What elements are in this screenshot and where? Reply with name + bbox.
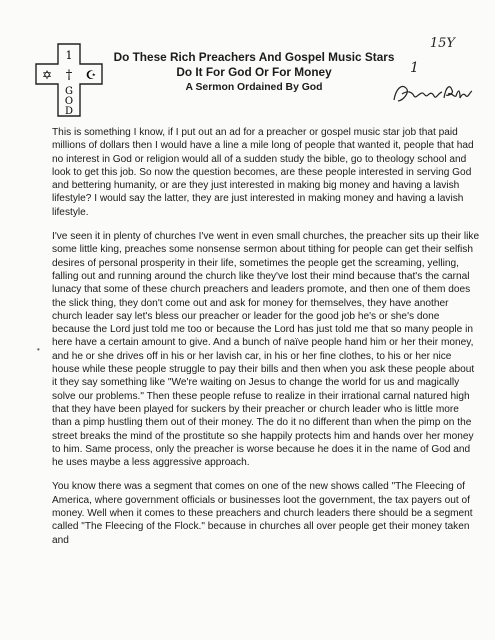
handwritten-page-number-top: 15Y bbox=[429, 36, 455, 51]
document-subtitle: A Sermon Ordained By God bbox=[185, 82, 323, 93]
handwritten-signature bbox=[392, 80, 474, 106]
document-body bbox=[52, 126, 480, 558]
document-header bbox=[104, 50, 404, 95]
logo-letter-left: ✡ bbox=[41, 68, 53, 82]
paragraph-3: You know there was a segment that comes on one of the new shows called "The Fleecing of America, where government officials or businesses loot the government, the tax payers out of money. Well when it comes to these preachers and church leaders there should be a segment called "The Fleecing of the Flock." because in churches all over people get their money taken and bbox=[52, 481, 473, 546]
logo-letter-g: G bbox=[65, 86, 73, 97]
logo-cross-icon bbox=[34, 42, 104, 118]
paragraph-1: This is something I know, if I put out an ad for a preacher or gospel music star job that paid millions of dollars then I would have a line a mile long of people that wanted it, people that had no interest in God or religion would all of a sudden study the bible, go to theology school and look to get this job. So now the question becomes, are these people interested in serving God and bettering humanity, or are they just interested in making big money and having a lavish lifestyle? I would say the latter, they are just interested in making money and having a lavish lifestyle. bbox=[52, 127, 474, 218]
logo-letter-top: 1 bbox=[65, 49, 73, 62]
margin-mark: • bbox=[37, 345, 40, 354]
logo-letter-o: O bbox=[64, 96, 74, 107]
document-title: Do These Rich Preachers And Gospel Music Stars bbox=[113, 50, 395, 64]
logo-letter-d: D bbox=[64, 106, 74, 117]
logo-letter-center: † bbox=[65, 68, 73, 83]
handwritten-page-number: 1 bbox=[410, 60, 419, 76]
logo-letter-right: ☪ bbox=[85, 68, 97, 82]
paragraph-2: I've seen it in plenty of churches I've went in even small churches, the preacher sits up their like some little king, preaches some nonsense sermon about tithing for people can get their selfish desires of personal prosperity in their life, sometimes the people get the screaming, yelling, falling out and running around the church like they've lost their mind because that's the carnal lunacy that some of these church preachers and leaders promote, and then one of them does the slick thing, they don't come out and ask for money for themselves, they have another church leader say let's bless our preacher or leader for the good job he's or she's done because the Lord just told me too or because the Lord has just told me that so many people in here have a certain amount to give. And a bunch of naïve people hand him or her their money, and he or she drives off in his or her lavish car, in his or her fine clothes, to his or her nice house while these people struggle to pay their bills and then when you ask these people about it they say something like "We're waiting on Jesus to change the world for us and magically solve our problems." Then these people refuse to realize in their irrational carnal natured high that they have been played for suckers by their preacher or church leader who is little more than a pimp hustling them out of their money. The do it no different than when the pimp on the street breaks the mind of the prostitute so she happily protects him and hands over her money to him. Same process, only the preacher is worse because he does it in the name of God and he uses maybe a less aggressive approach. bbox=[52, 231, 480, 469]
document-title-line2: Do It For God Or For Money bbox=[176, 65, 332, 79]
